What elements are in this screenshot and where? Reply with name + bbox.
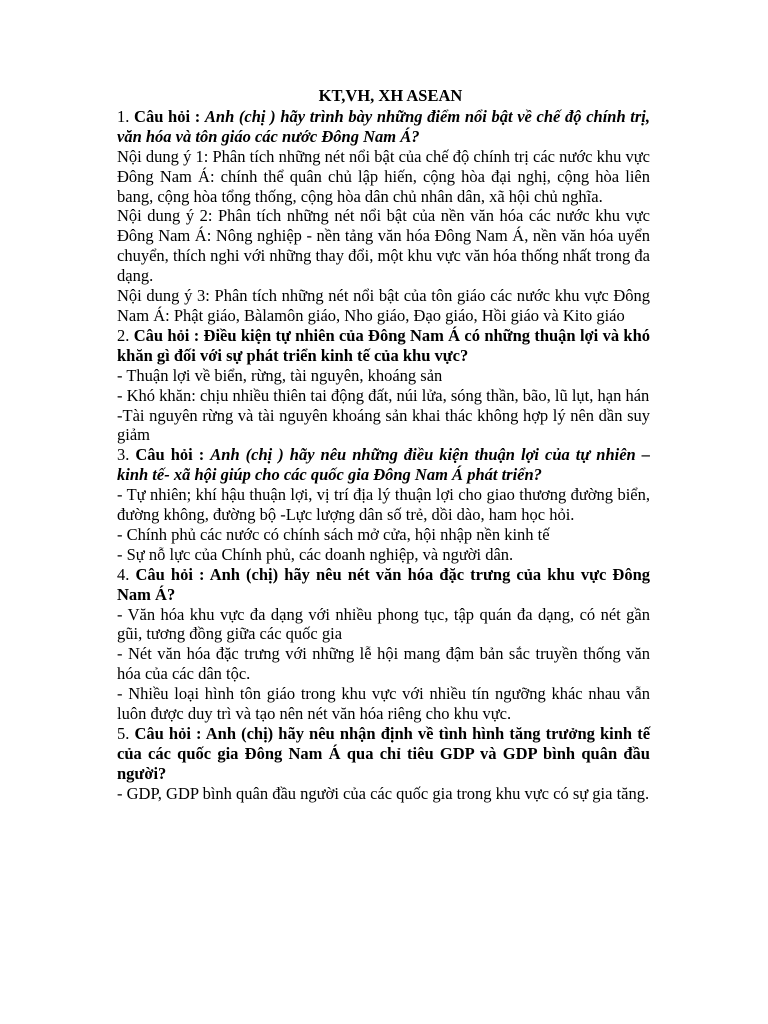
question-heading: 3. Câu hỏi : Anh (chị ) hãy nêu những điều kiện thuận lợi của tự nhiên – kinh tế- xã hội giúp cho các quốc gia Đông Nam Á phát triển?	[117, 445, 650, 485]
question-heading: 5. Câu hỏi : Anh (chị) hãy nêu nhận định về tình hình tăng trưởng kinh tế của các quốc gia Đông Nam Á qua chỉ tiêu GDP và GDP bình quân đầu người?	[117, 724, 651, 783]
question-section-4	[117, 565, 650, 724]
question-section-2	[117, 326, 650, 445]
answer-paragraph: - Khó khăn: chịu nhiều thiên tai động đất, núi lửa, sóng thần, bão, lũ lụt, hạn hán	[117, 385, 650, 405]
question-section-3	[117, 445, 650, 564]
answer-paragraph: - Thuận lợi về biển, rừng, tài nguyên, khoáng sản	[117, 365, 443, 385]
answer-paragraph: Nội dung ý 2: Phân tích những nét nổi bật của nền văn hóa các nước khu vực Đông Nam Á: Nông nghiệp - nền tảng văn hóa Đông Nam Á, nền văn hóa uyển chuyển, thích nghi với những thay đổi, một khu vực văn hóa thống nhất trong đa dạng.	[117, 206, 650, 286]
answer-paragraph: - Tự nhiên; khí hậu thuận lợi, vị trí địa lý thuận lợi cho giao thương đường biển, đường không, đường bộ -Lực lượng dân số trẻ, dồi dào, ham học hỏi.	[117, 485, 650, 525]
question-heading: 4. Câu hỏi : Anh (chị) hãy nêu nét văn hóa đặc trưng của khu vực Đông Nam Á?	[117, 564, 651, 604]
question-heading: 1. Câu hỏi : Anh (chị ) hãy trình bày những điểm nổi bật về chế độ chính trị, văn hóa và tôn giáo các nước Đông Nam Á?	[117, 106, 651, 146]
answer-paragraph: - Chính phủ các nước có chính sách mở cửa, hội nhập nền kinh tế	[117, 524, 550, 544]
document-title: KT,VH, XH ASEAN	[318, 86, 463, 105]
answer-paragraph: Nội dung ý 1: Phân tích những nét nổi bật của chế độ chính trị các nước khu vực Đông Nam Á: chính thể quân chủ lập hiến, cộng hòa đại nghị, cộng hòa liên bang, cộng hòa tổng thống, cộng hòa dân chủ nhân dân, xã hội chủ nghĩa.	[117, 146, 650, 206]
answer-paragraph: Nội dung ý 3: Phân tích những nét nổi bật của tôn giáo các nước khu vực Đông Nam Á: Phật giáo, Bàlamôn giáo, Nho giáo, Đạo giáo, Hồi giáo và Kito giáo	[117, 286, 650, 325]
document-body	[117, 86, 650, 804]
answer-paragraph: - Nhiều loại hình tôn giáo trong khu vực với nhiều tín ngưỡng khác nhau vẫn luôn được duy trì và tạo nên nét văn hóa riêng cho khu vực.	[117, 684, 650, 724]
answer-paragraph: - Văn hóa khu vực đa dạng với nhiều phong tục, tập quán đa dạng, có nét gần gũi, tương đồng giữa các quốc gia	[117, 604, 650, 644]
question-section-1	[117, 107, 650, 326]
answer-paragraph: -Tài nguyên rừng và tài nguyên khoáng sản khai thác không hợp lý nên dần suy giảm	[117, 405, 650, 445]
question-heading: 2. Câu hỏi : Điều kiện tự nhiên của Đông Nam Á có những thuận lợi và khó khăn gì đối với sự phát triển kinh tế của khu vực?	[117, 325, 650, 365]
answer-paragraph: - Sự nỗ lực của Chính phủ, các doanh nghiệp, và người dân.	[117, 544, 514, 564]
question-section-5	[117, 724, 650, 804]
answer-paragraph: - Nét văn hóa đặc trưng với những lễ hội mang đậm bản sắc truyền thống văn hóa của các dân tộc.	[117, 644, 650, 684]
answer-paragraph: - GDP, GDP bình quân đầu người của các quốc gia trong khu vực có sự gia tăng.	[117, 783, 650, 803]
